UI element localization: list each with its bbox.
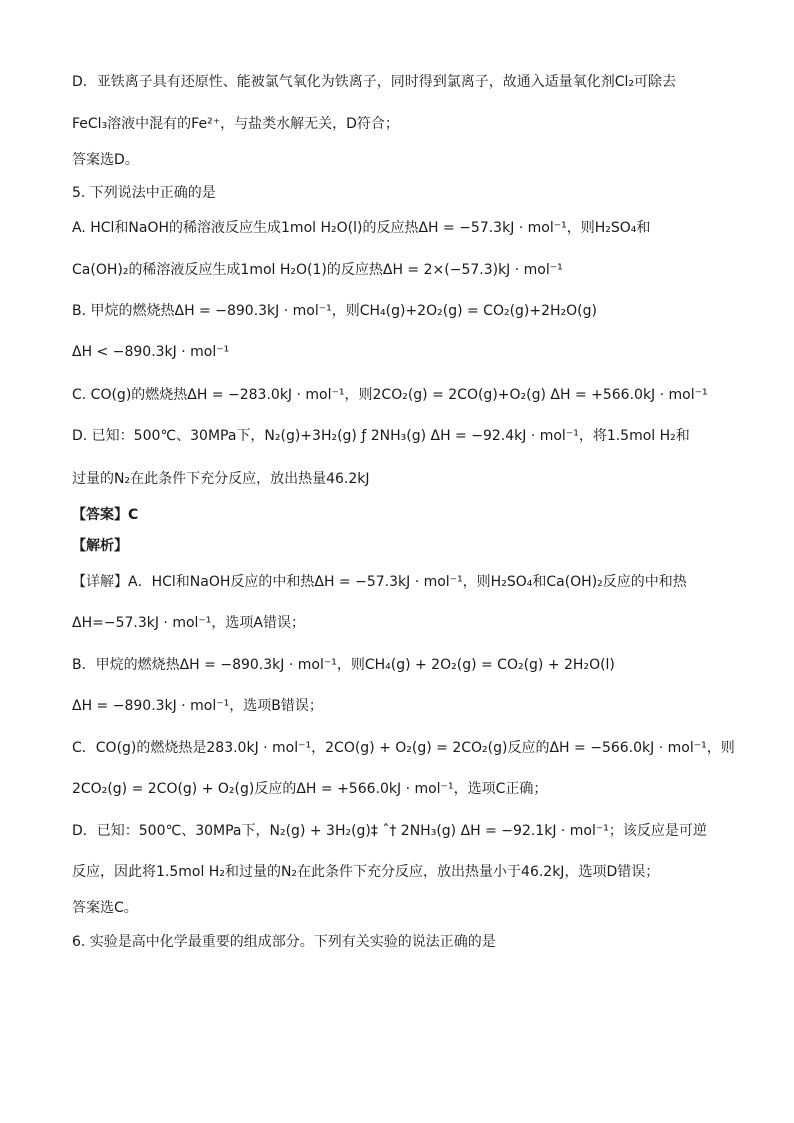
explanation-line: 2CO₂(g) = 2CO(g) + O₂(g)反应的ΔH = +566.0kJ · mol⁻¹，选项C正确； — [72, 781, 548, 797]
question-5-title: 5. 下列说法中正确的是 — [72, 185, 216, 201]
explanation-line: C．CO(g)的燃烧热是283.0kJ · mol⁻¹，2CO(g) + O₂(g) = 2CO₂(g)反应的ΔH = −566.0kJ · mol⁻¹，则 — [72, 740, 735, 756]
text-line: 答案选C。 — [72, 900, 138, 916]
explanation-line: 【详解】A．HCl和NaOH反应的中和热ΔH = −57.3kJ · mol⁻¹，则H₂SO₄和Ca(OH)₂反应的中和热 — [72, 574, 687, 590]
explanation-line: D．已知：500℃、30MPa下，N₂(g) + 3H₂(g)‡ ˆ† 2NH₃(g) ΔH = −92.1kJ · mol⁻¹；该反应是可逆 — [72, 823, 707, 839]
answer-heading: 【答案】C — [72, 507, 139, 523]
text-line: FeCl₃溶液中混有的Fe²⁺，与盐类水解无关，D符合； — [72, 116, 399, 132]
option-b-line: ΔH < −890.3kJ · mol⁻¹ — [72, 344, 230, 360]
explanation-line: B．甲烷的燃烧热ΔH = −890.3kJ · mol⁻¹，则CH₄(g) + 2O₂(g) = CO₂(g) + 2H₂O(l) — [72, 657, 615, 673]
option-d-line: D. 已知：500℃、30MPa下，N₂(g)+3H₂(g) ƒ 2NH₃(g) ΔH = −92.4kJ · mol⁻¹，将1.5mol H₂和 — [72, 428, 690, 444]
option-d-line: 过量的N₂在此条件下充分反应，放出热量46.2kJ — [72, 471, 370, 487]
text-line: D．亚铁离子具有还原性、能被氯气氧化为铁离子，同时得到氯离子，故通入适量氧化剂Cl₂可除去 — [72, 74, 677, 90]
option-a-line: A. HCl和NaOH的稀溶液反应生成1mol H₂O(l)的反应热ΔH = −57.3kJ · mol⁻¹，则H₂SO₄和 — [72, 220, 651, 236]
analysis-heading: 【解析】 — [72, 538, 128, 554]
question-6-title: 6. 实验是高中化学最重要的组成部分。下列有关实验的说法正确的是 — [72, 934, 496, 950]
explanation-line: ΔH=−57.3kJ · mol⁻¹，选项A错误； — [72, 615, 305, 631]
option-c-line: C. CO(g)的燃烧热ΔH = −283.0kJ · mol⁻¹，则2CO₂(g) = 2CO(g)+O₂(g) ΔH = +566.0kJ · mol⁻¹ — [72, 387, 708, 403]
option-a-line: Ca(OH)₂的稀溶液反应生成1mol H₂O(1)的反应热ΔH = 2×(−57.3)kJ · mol⁻¹ — [72, 262, 563, 278]
text-line: 答案选D。 — [72, 152, 139, 168]
explanation-line: 反应，因此将1.5mol H₂和过量的N₂在此条件下充分反应，放出热量小于46.2kJ，选项D错误； — [72, 864, 660, 880]
option-b-line: B. 甲烷的燃烧热ΔH = −890.3kJ · mol⁻¹，则CH₄(g)+2O₂(g) = CO₂(g)+2H₂O(g) — [72, 303, 597, 319]
explanation-line: ΔH = −890.3kJ · mol⁻¹，选项B错误； — [72, 698, 323, 714]
